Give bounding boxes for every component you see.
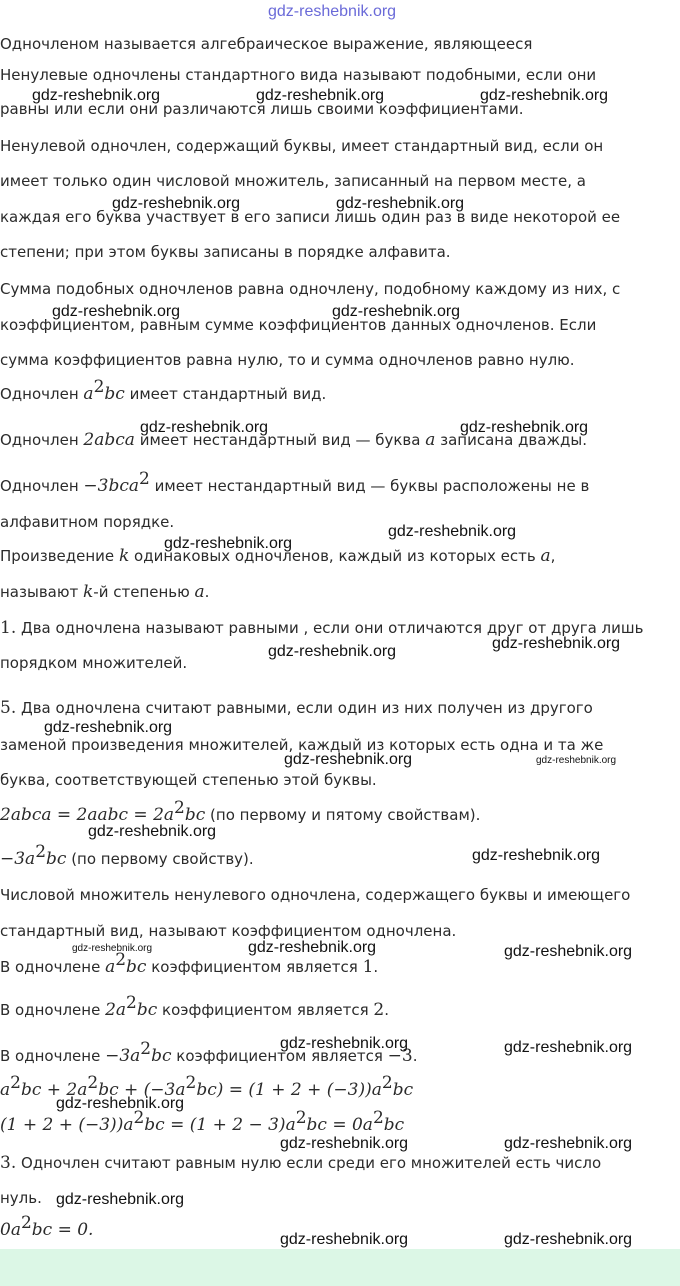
watermark: gdz-reshebnik.org [280, 1135, 409, 1152]
watermark: gdz-reshebnik.org [504, 1231, 633, 1248]
answer-box [0, 1249, 680, 1286]
text-run: записана дважды. [435, 431, 587, 449]
math-run: k [82, 582, 94, 602]
math-run: −3bca [83, 476, 140, 496]
math-sup: 2 [126, 993, 137, 1013]
text-run: (по первому и пятому свойствам). [205, 806, 481, 824]
watermark: gdz-reshebnik.org [32, 87, 161, 104]
text-line: нуль. [0, 1189, 42, 1207]
text-line: сумма коэффициентов равна нулю, то и сумма одночленов равно нулю. [0, 351, 575, 369]
text-run: В одночлене [0, 1001, 106, 1019]
text-run: (по первому свойству). [66, 850, 254, 868]
math-run: 2 [373, 1000, 385, 1020]
text-run: . [204, 583, 210, 601]
text-run: В одночлене [0, 958, 106, 976]
text-run: -й степенью [93, 583, 195, 601]
text-run: называют [0, 583, 83, 601]
text-line [0, 469, 590, 496]
text-run: имеет стандартный вид. [124, 385, 327, 403]
watermark: gdz-reshebnik.org [268, 3, 397, 20]
text-line [0, 698, 593, 718]
text-run: Произведение [0, 547, 119, 565]
text-line [0, 582, 209, 602]
math-sup: 2 [139, 469, 150, 489]
watermark: gdz-reshebnik.org [472, 847, 601, 864]
text-line: Ненулевой одночлен, содержащий буквы, имеет стандартный вид, если он [0, 137, 604, 155]
text-line: порядком множителей. [0, 654, 188, 672]
text-run: Два одночлена называют равными , если они отличаются друг от друга лишь [16, 619, 644, 637]
text-line: степени; при этом буквы записаны в порядке алфавита. [0, 243, 451, 261]
item-number: 5. [0, 698, 17, 718]
math-run: bc = (1 + 2 − 3)a [144, 1115, 296, 1135]
math-run: bc [136, 1000, 158, 1020]
math-run: a [105, 957, 116, 977]
math-run: bc + (−3a [98, 1080, 186, 1100]
math-sup: 2 [93, 377, 105, 397]
watermark: gdz-reshebnik.org [88, 823, 217, 840]
watermark: gdz-reshebnik.org [140, 419, 269, 436]
math-run: a [83, 384, 94, 404]
math-sup: 2 [87, 1073, 99, 1093]
watermark: gdz-reshebnik.org [336, 195, 465, 212]
math-sup: 2 [115, 950, 127, 970]
math-sup: 2 [174, 798, 185, 818]
math-run: bc [126, 957, 147, 977]
watermark: gdz-reshebnik.org [52, 303, 181, 320]
math-run: −3a [0, 849, 36, 869]
watermark: gdz-reshebnik.org [284, 751, 413, 768]
math-run: bc + 2a [20, 1080, 88, 1100]
text-run: коэффициентом является [146, 958, 363, 976]
equation-line [0, 1213, 94, 1240]
text-run: Одночлен [0, 431, 84, 449]
text-line: буква, соответствующей степенью этой буквы. [0, 771, 377, 789]
watermark: gdz-reshebnik.org [280, 1035, 409, 1052]
math-run: a [0, 1080, 11, 1100]
text-run: Одночлен считают равным нулю если среди его множителей есть число [16, 1154, 602, 1172]
text-run: . [412, 1047, 418, 1065]
text-line [0, 950, 379, 977]
math-sup: 2 [133, 1108, 145, 1128]
watermark: gdz-reshebnik.org [56, 1191, 185, 1208]
text-run: коэффициентом является [157, 1001, 374, 1019]
watermark: gdz-reshebnik.org [164, 535, 293, 552]
math-run: bc) = (1 + 2 + (−3))a [196, 1080, 382, 1100]
watermark: gdz-reshebnik.org [388, 523, 517, 540]
text-run: имеет нестандартный вид — буква [134, 431, 426, 449]
watermark: gdz-reshebnik.org [332, 303, 461, 320]
math-run: 2abca [83, 430, 135, 450]
math-run: −3 [387, 1046, 413, 1066]
math-run: a [540, 546, 551, 566]
text-run: . [384, 1001, 389, 1019]
math-run: bc [383, 1115, 405, 1135]
text-line: стандартный вид, называют коэффициентом одночлена. [0, 922, 457, 940]
text-line: каждая его буква участвует в его записи лишь один раз в виде некоторой ее [0, 208, 621, 226]
watermark: gdz-reshebnik.org [504, 1135, 633, 1152]
text-run: , [550, 547, 556, 565]
text-run: имеет нестандартный вид — буквы расположены не в [149, 477, 590, 495]
math-sup: 2 [372, 1108, 384, 1128]
math-run: 2abca = 2aabc = 2a [0, 805, 175, 825]
watermark: gdz-reshebnik.org [112, 195, 241, 212]
text-run: коэффициентом является [171, 1047, 388, 1065]
text-run: одинаковых одночленов, каждый из которых есть [129, 547, 541, 565]
text-line: алфавитном порядке. [0, 513, 175, 531]
text-run: . [373, 958, 379, 976]
text-line: Ненулевые одночлены стандартного вида называют подобными, если они [0, 66, 597, 84]
math-run: bc = 0. [31, 1220, 94, 1240]
watermark: gdz-reshebnik.org [72, 943, 153, 954]
watermark: gdz-reshebnik.org [504, 1039, 633, 1056]
math-sup: 2 [185, 1073, 197, 1093]
math-sup: 2 [35, 842, 47, 862]
text-line: равны или если они различаются лишь своими коэффициентами. [0, 100, 524, 118]
watermark: gdz-reshebnik.org [248, 939, 377, 956]
math-run: bc [46, 849, 67, 869]
math-run: 0a [0, 1220, 21, 1240]
math-run: bc = 0a [306, 1115, 373, 1135]
math-run: a [425, 430, 436, 450]
math-run: k [118, 546, 130, 566]
watermark: gdz-reshebnik.org [492, 635, 621, 652]
watermark: gdz-reshebnik.org [480, 87, 609, 104]
math-run: bc [151, 1046, 172, 1066]
watermark: gdz-reshebnik.org [504, 943, 633, 960]
math-run: a [194, 582, 205, 602]
math-sup: 2 [10, 1073, 21, 1093]
text-line: Сумма подобных одночленов равна одночлену, подобному каждому из них, с [0, 280, 621, 298]
text-run: В одночлене [0, 1047, 106, 1065]
watermark: gdz-reshebnik.org [460, 419, 589, 436]
math-run: (1 + 2 + (−3))a [0, 1115, 134, 1135]
text-line: заменой произведения множителей, каждый из которых есть одна и та же [0, 736, 604, 754]
text-run: Одночлен [0, 385, 84, 403]
math-run: bc [392, 1080, 414, 1100]
text-run: Одночлен [0, 477, 84, 495]
watermark: gdz-reshebnik.org [536, 755, 617, 766]
text-line [0, 842, 254, 869]
watermark: gdz-reshebnik.org [280, 1231, 409, 1248]
text-line [0, 377, 327, 404]
math-sup: 2 [295, 1108, 307, 1128]
watermark: gdz-reshebnik.org [56, 1095, 185, 1112]
text-run: Два одночлена считают равными, если один из них получен из другого [16, 699, 593, 717]
math-run: bc [104, 384, 125, 404]
text-line: имеет только один числовой множитель, записанный на первом месте, а [0, 172, 586, 190]
watermark: gdz-reshebnik.org [44, 719, 173, 736]
watermark: gdz-reshebnik.org [268, 643, 397, 660]
text-line [0, 798, 481, 825]
item-number: 1. [0, 618, 17, 638]
watermark: gdz-reshebnik.org [256, 87, 385, 104]
text-line [0, 993, 389, 1020]
math-run: −3a [105, 1046, 141, 1066]
item-number: 3. [0, 1153, 17, 1173]
text-line: коэффициентом, равным сумме коэффициентов данных одночленов. Если [0, 316, 597, 334]
math-sup: 2 [381, 1073, 393, 1093]
math-run: 2a [105, 1000, 127, 1020]
text-line [0, 1153, 601, 1173]
math-run: 1 [362, 957, 374, 977]
math-run: bc [184, 805, 206, 825]
text-line: Числовой множитель ненулевого одночлена, содержащего буквы и имеющего [0, 886, 631, 904]
math-sup: 2 [20, 1213, 32, 1233]
equation-line [0, 1108, 405, 1135]
math-sup: 2 [140, 1039, 152, 1059]
text-line: Одночленом называется алгебраическое выражение, являющееся [0, 35, 533, 53]
